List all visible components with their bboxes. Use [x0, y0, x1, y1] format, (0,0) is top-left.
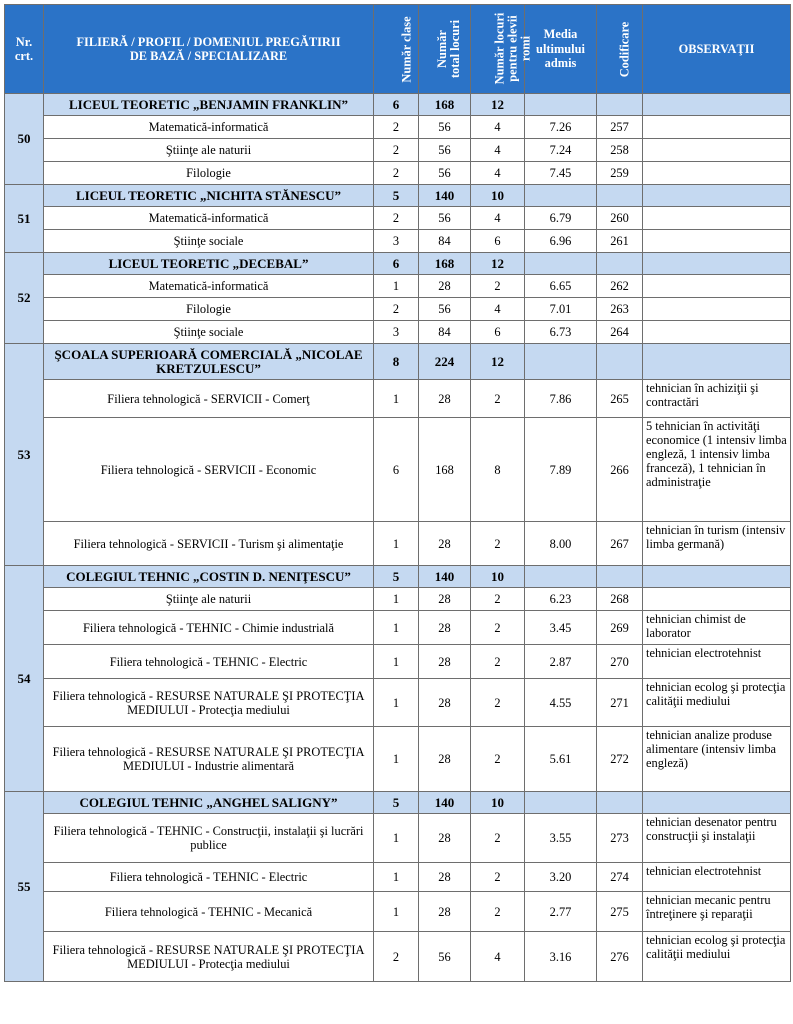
header-observatii: OBSERVAŢII	[643, 5, 791, 94]
table-row	[5, 863, 791, 892]
codificare-cell: 262	[597, 275, 643, 298]
romi-cell: 4	[471, 207, 525, 230]
school-name: LICEUL TEORETIC „NICHITA STĂNESCU”	[44, 185, 374, 207]
clase-cell: 3	[374, 321, 419, 344]
romi-cell: 2	[471, 275, 525, 298]
school-observatii	[643, 253, 791, 275]
locuri-cell: 168	[419, 418, 471, 522]
school-media	[525, 344, 597, 380]
school-row	[5, 185, 791, 207]
specialization: Ştiinţe ale naturii	[44, 588, 374, 611]
table-row	[5, 645, 791, 679]
codificare-cell: 263	[597, 298, 643, 321]
table-row	[5, 679, 791, 727]
media-cell: 7.01	[525, 298, 597, 321]
observatii-cell: tehnician desenator pentru construcţii şi instalaţii	[643, 814, 791, 863]
romi-cell: 2	[471, 380, 525, 418]
school-media	[525, 253, 597, 275]
romi-cell: 4	[471, 139, 525, 162]
codificare-cell: 275	[597, 892, 643, 932]
media-cell: 6.65	[525, 275, 597, 298]
clase-cell: 2	[374, 298, 419, 321]
specialization: Filologie	[44, 298, 374, 321]
romi-cell: 6	[471, 321, 525, 344]
specialization: Filiera tehnologică - TEHNIC - Construcţii, instalaţii şi lucrări publice	[44, 814, 374, 863]
romi-cell: 2	[471, 727, 525, 792]
media-cell: 7.45	[525, 162, 597, 185]
school-romi: 10	[471, 185, 525, 207]
row-number: 53	[5, 344, 44, 566]
row-number: 54	[5, 566, 44, 792]
specialization: Filiera tehnologică - RESURSE NATURALE ŞI PROTECŢIA MEDIULUI - Protecţia mediului	[44, 679, 374, 727]
school-codificare	[597, 566, 643, 588]
school-clase: 5	[374, 566, 419, 588]
specialization: Matematică-informatică	[44, 275, 374, 298]
locuri-cell: 28	[419, 727, 471, 792]
observatii-cell: tehnician chimist de laborator	[643, 611, 791, 645]
school-name: LICEUL TEORETIC „DECEBAL”	[44, 253, 374, 275]
row-number: 52	[5, 253, 44, 344]
row-number: 51	[5, 185, 44, 253]
school-name: COLEGIUL TEHNIC „ANGHEL SALIGNY”	[44, 792, 374, 814]
codificare-cell: 273	[597, 814, 643, 863]
locuri-cell: 28	[419, 275, 471, 298]
specialization: Filiera tehnologică - TEHNIC - Chimie industrială	[44, 611, 374, 645]
table-row	[5, 932, 791, 982]
school-observatii	[643, 344, 791, 380]
observatii-cell	[643, 116, 791, 139]
locuri-cell: 84	[419, 230, 471, 253]
school-name: ŞCOALA SUPERIOARĂ COMERCIALĂ „NICOLAE KRETZULESCU”	[44, 344, 374, 380]
school-codificare	[597, 94, 643, 116]
clase-cell: 1	[374, 679, 419, 727]
locuri-cell: 56	[419, 116, 471, 139]
specialization: Filiera tehnologică - RESURSE NATURALE ŞI PROTECŢIA MEDIULUI - Industrie alimentară	[44, 727, 374, 792]
clase-cell: 2	[374, 162, 419, 185]
school-row	[5, 566, 791, 588]
table-row	[5, 321, 791, 344]
romi-cell: 2	[471, 522, 525, 566]
romi-cell: 6	[471, 230, 525, 253]
media-cell: 6.79	[525, 207, 597, 230]
school-row	[5, 253, 791, 275]
specialization: Filiera tehnologică - TEHNIC - Electric	[44, 863, 374, 892]
school-clase: 5	[374, 185, 419, 207]
observatii-cell	[643, 207, 791, 230]
table-row	[5, 116, 791, 139]
media-cell: 6.96	[525, 230, 597, 253]
codificare-cell: 257	[597, 116, 643, 139]
school-row	[5, 344, 791, 380]
observatii-cell: tehnician ecolog şi protecţia calităţii mediului	[643, 679, 791, 727]
media-cell: 3.20	[525, 863, 597, 892]
locuri-cell: 56	[419, 162, 471, 185]
row-number: 55	[5, 792, 44, 982]
school-clase: 6	[374, 253, 419, 275]
header-locuri-label: Număr total locuri	[435, 19, 462, 78]
header-nr: Nr. crt.	[5, 5, 44, 94]
codificare-cell: 276	[597, 932, 643, 982]
codificare-cell: 267	[597, 522, 643, 566]
school-observatii	[643, 185, 791, 207]
codificare-cell: 259	[597, 162, 643, 185]
header-clase	[374, 5, 419, 94]
media-cell: 6.73	[525, 321, 597, 344]
codificare-cell: 266	[597, 418, 643, 522]
table-row	[5, 275, 791, 298]
clase-cell: 1	[374, 380, 419, 418]
table-row	[5, 298, 791, 321]
table-row	[5, 380, 791, 418]
header-locuri	[419, 5, 471, 94]
clase-cell: 6	[374, 418, 419, 522]
codificare-cell: 269	[597, 611, 643, 645]
clase-cell: 1	[374, 727, 419, 792]
locuri-cell: 56	[419, 932, 471, 982]
school-romi: 12	[471, 94, 525, 116]
media-cell: 3.55	[525, 814, 597, 863]
table-row	[5, 207, 791, 230]
locuri-cell: 56	[419, 298, 471, 321]
codificare-cell: 264	[597, 321, 643, 344]
clase-cell: 2	[374, 139, 419, 162]
school-locuri: 140	[419, 185, 471, 207]
clase-cell: 1	[374, 645, 419, 679]
media-cell: 4.55	[525, 679, 597, 727]
observatii-cell: 5 tehnician în activităţi economice (1 intensiv limba engleză, 1 intensiv limba franceză), 1 tehnician în administraţie	[643, 418, 791, 522]
header-filiera: FILIERĂ / PROFIL / DOMENIUL PREGĂTIRII DE BAZĂ / SPECIALIZARE	[44, 5, 374, 94]
observatii-cell: tehnician în achiziţii şi contractări	[643, 380, 791, 418]
media-cell: 3.45	[525, 611, 597, 645]
clase-cell: 2	[374, 932, 419, 982]
observatii-cell	[643, 139, 791, 162]
clase-cell: 1	[374, 814, 419, 863]
school-romi: 10	[471, 792, 525, 814]
locuri-cell: 28	[419, 814, 471, 863]
media-cell: 6.23	[525, 588, 597, 611]
specialization: Filiera tehnologică - RESURSE NATURALE ŞI PROTECŢIA MEDIULUI - Protecţia mediului	[44, 932, 374, 982]
romi-cell: 4	[471, 298, 525, 321]
media-cell: 2.77	[525, 892, 597, 932]
romi-cell: 2	[471, 645, 525, 679]
school-codificare	[597, 253, 643, 275]
table-row	[5, 611, 791, 645]
specialization: Filiera tehnologică - SERVICII - Economic	[44, 418, 374, 522]
school-row	[5, 792, 791, 814]
school-observatii	[643, 566, 791, 588]
locuri-cell: 28	[419, 679, 471, 727]
romi-cell: 4	[471, 162, 525, 185]
romi-cell: 4	[471, 116, 525, 139]
codificare-cell: 261	[597, 230, 643, 253]
observatii-cell	[643, 275, 791, 298]
header-romi-label: Număr locuri pentru elevii romi	[492, 12, 533, 85]
table-row	[5, 522, 791, 566]
clase-cell: 2	[374, 207, 419, 230]
clase-cell: 1	[374, 275, 419, 298]
school-codificare	[597, 185, 643, 207]
media-cell: 7.86	[525, 380, 597, 418]
observatii-cell: tehnician în turism (intensiv limba germană)	[643, 522, 791, 566]
specialization: Filiera tehnologică - TEHNIC - Mecanică	[44, 892, 374, 932]
clase-cell: 3	[374, 230, 419, 253]
school-observatii	[643, 94, 791, 116]
school-romi: 12	[471, 344, 525, 380]
locuri-cell: 28	[419, 611, 471, 645]
codificare-cell: 271	[597, 679, 643, 727]
media-cell: 8.00	[525, 522, 597, 566]
table-row	[5, 139, 791, 162]
media-cell: 3.16	[525, 932, 597, 982]
school-codificare	[597, 344, 643, 380]
observatii-cell: tehnician ecolog şi protecţia calităţii mediului	[643, 932, 791, 982]
media-cell: 7.24	[525, 139, 597, 162]
school-name: LICEUL TEORETIC „BENJAMIN FRANKLIN”	[44, 94, 374, 116]
specialization: Filiera tehnologică - TEHNIC - Electric	[44, 645, 374, 679]
table-body	[5, 94, 791, 982]
romi-cell: 2	[471, 892, 525, 932]
media-cell: 7.26	[525, 116, 597, 139]
clase-cell: 1	[374, 863, 419, 892]
header-codificare-label: Codificare	[617, 21, 632, 78]
school-clase: 5	[374, 792, 419, 814]
table-row	[5, 814, 791, 863]
school-name: COLEGIUL TEHNIC „COSTIN D. NENIŢESCU”	[44, 566, 374, 588]
locuri-cell: 28	[419, 588, 471, 611]
school-media	[525, 792, 597, 814]
clase-cell: 1	[374, 588, 419, 611]
header-row	[5, 5, 791, 94]
specialization: Matematică-informatică	[44, 207, 374, 230]
locuri-cell: 28	[419, 380, 471, 418]
observatii-cell: tehnician electrotehnist	[643, 645, 791, 679]
media-cell: 5.61	[525, 727, 597, 792]
school-locuri: 224	[419, 344, 471, 380]
locuri-cell: 56	[419, 139, 471, 162]
specialization: Filologie	[44, 162, 374, 185]
school-clase: 8	[374, 344, 419, 380]
school-locuri: 168	[419, 253, 471, 275]
school-row	[5, 94, 791, 116]
school-romi: 10	[471, 566, 525, 588]
codificare-cell: 268	[597, 588, 643, 611]
codificare-cell: 274	[597, 863, 643, 892]
observatii-cell	[643, 230, 791, 253]
school-locuri: 140	[419, 566, 471, 588]
observatii-cell: tehnician mecanic pentru întreţinere şi reparaţii	[643, 892, 791, 932]
romi-cell: 2	[471, 611, 525, 645]
specialization: Ştiinţe sociale	[44, 321, 374, 344]
school-observatii	[643, 792, 791, 814]
romi-cell: 4	[471, 932, 525, 982]
romi-cell: 8	[471, 418, 525, 522]
school-media	[525, 566, 597, 588]
table-row	[5, 418, 791, 522]
school-media	[525, 185, 597, 207]
locuri-cell: 84	[419, 321, 471, 344]
admissions-table	[4, 4, 791, 982]
codificare-cell: 265	[597, 380, 643, 418]
table-row	[5, 727, 791, 792]
locuri-cell: 28	[419, 522, 471, 566]
codificare-cell: 270	[597, 645, 643, 679]
media-cell: 2.87	[525, 645, 597, 679]
table-row	[5, 892, 791, 932]
codificare-cell: 258	[597, 139, 643, 162]
locuri-cell: 56	[419, 207, 471, 230]
specialization: Filiera tehnologică - SERVICII - Turism şi alimentaţie	[44, 522, 374, 566]
header-clase-label: Număr clase	[399, 16, 414, 83]
locuri-cell: 28	[419, 892, 471, 932]
specialization: Ştiinţe sociale	[44, 230, 374, 253]
clase-cell: 1	[374, 611, 419, 645]
observatii-cell	[643, 321, 791, 344]
table-row	[5, 162, 791, 185]
specialization: Filiera tehnologică - SERVICII - Comerţ	[44, 380, 374, 418]
school-clase: 6	[374, 94, 419, 116]
locuri-cell: 28	[419, 645, 471, 679]
school-locuri: 140	[419, 792, 471, 814]
media-cell: 7.89	[525, 418, 597, 522]
table-row	[5, 230, 791, 253]
romi-cell: 2	[471, 588, 525, 611]
header-romi	[471, 5, 533, 94]
codificare-cell: 260	[597, 207, 643, 230]
row-number: 50	[5, 94, 44, 185]
observatii-cell: tehnician electrotehnist	[643, 863, 791, 892]
header-media: Media ultimului admis	[525, 5, 597, 94]
observatii-cell: tehnician analize produse alimentare (intensiv limba engleză)	[643, 727, 791, 792]
clase-cell: 2	[374, 116, 419, 139]
specialization: Ştiinţe ale naturii	[44, 139, 374, 162]
admissions-table-container	[4, 4, 791, 982]
clase-cell: 1	[374, 892, 419, 932]
observatii-cell	[643, 162, 791, 185]
romi-cell: 2	[471, 814, 525, 863]
school-media	[525, 94, 597, 116]
romi-cell: 2	[471, 863, 525, 892]
specialization: Matematică-informatică	[44, 116, 374, 139]
locuri-cell: 28	[419, 863, 471, 892]
school-romi: 12	[471, 253, 525, 275]
observatii-cell	[643, 298, 791, 321]
observatii-cell	[643, 588, 791, 611]
school-locuri: 168	[419, 94, 471, 116]
header-codificare	[597, 5, 643, 94]
codificare-cell: 272	[597, 727, 643, 792]
school-codificare	[597, 792, 643, 814]
romi-cell: 2	[471, 679, 525, 727]
table-row	[5, 588, 791, 611]
clase-cell: 1	[374, 522, 419, 566]
